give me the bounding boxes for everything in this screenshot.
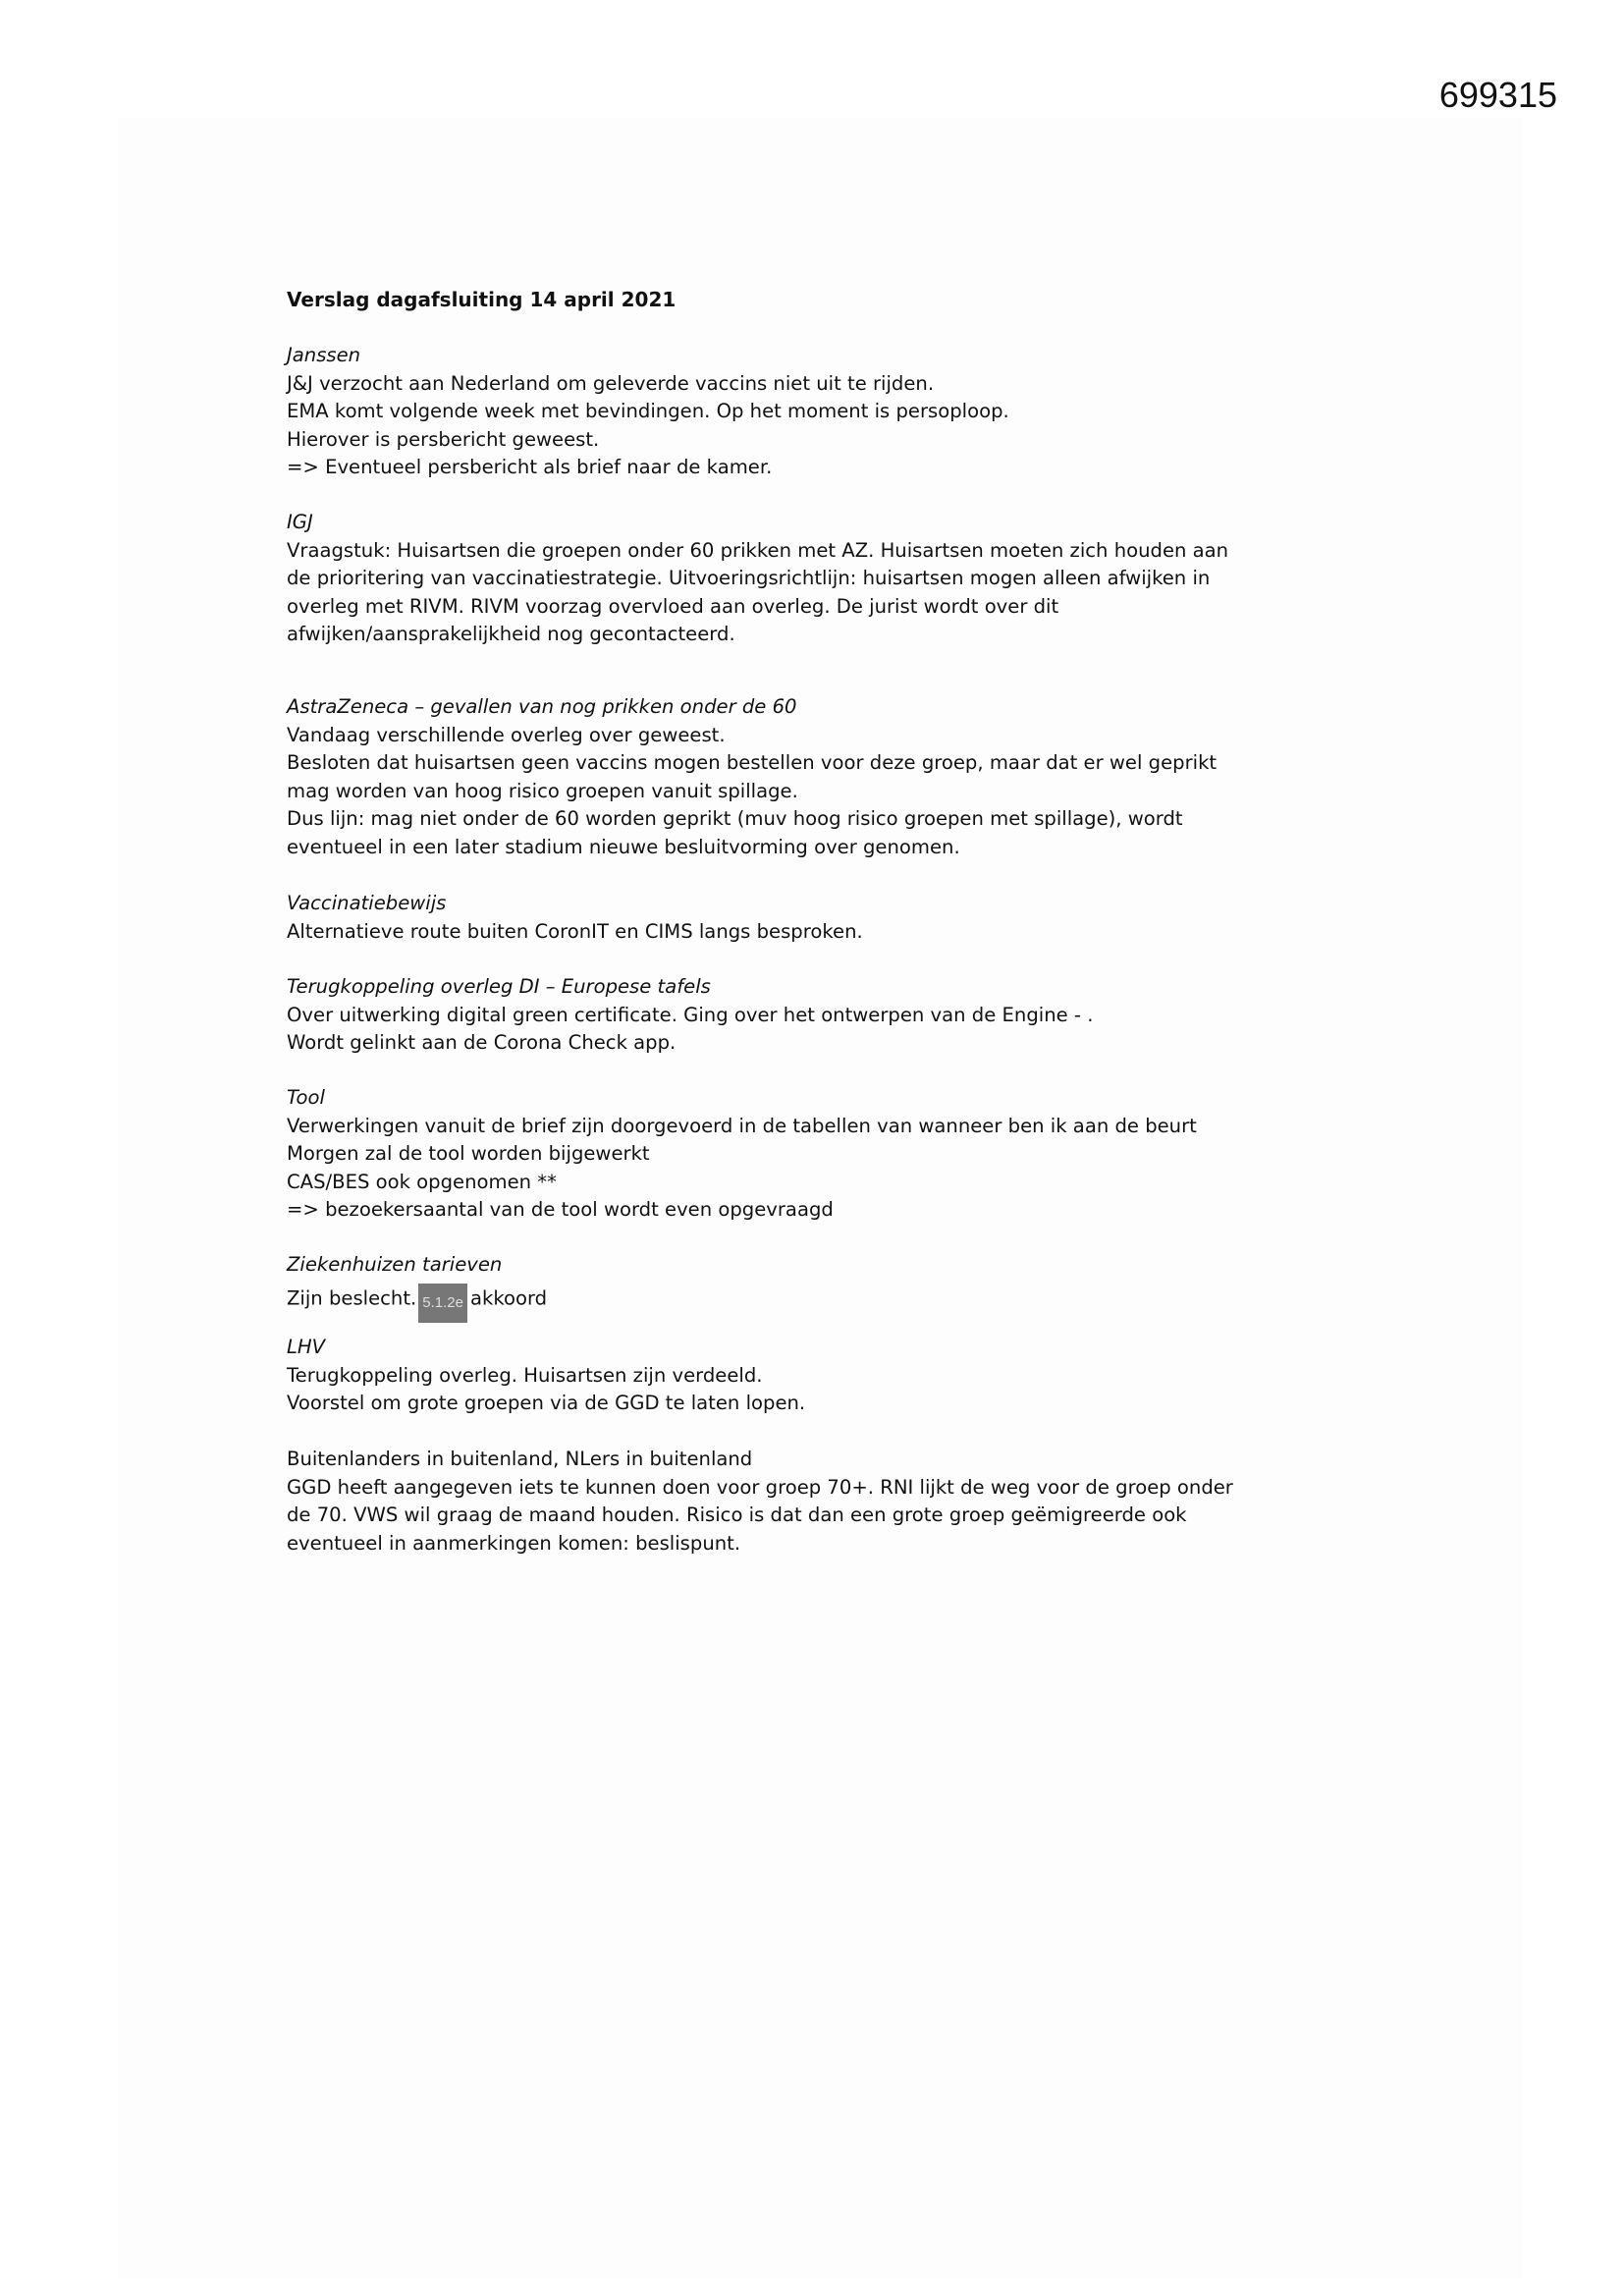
section-heading: AstraZeneca – gevallen van nog prikken onder de 60 [287, 695, 797, 718]
section-line: Morgen zal de tool worden bijgewerkt [287, 1142, 650, 1165]
section-line: Alternatieve route buiten CoronIT en CIMS langs besproken. [287, 919, 863, 943]
section-heading: IGJ [287, 511, 313, 533]
section-line: => Eventueel persbericht als brief naar de kamer. [287, 456, 773, 478]
document-title: Verslag dagafsluiting 14 april 2021 [287, 288, 677, 311]
section-heading: Buitenlanders in buitenland, NLers in buitenland [287, 1448, 753, 1470]
section-line: eventueel in aanmerkingen komen: beslispunt. [287, 1531, 741, 1555]
section-igj [287, 509, 1367, 649]
section-tool [287, 1084, 1367, 1225]
line-text: Zijn beslecht. [287, 1286, 417, 1309]
section-terugkoppeling-di [287, 973, 1367, 1058]
section-line: Vandaag verschillende overleg over geweest. [287, 723, 726, 746]
section-line: Over uitwerking digital green certificate. Ging over het ontwerpen van de Engine - . [287, 1003, 1094, 1026]
section-line: Hierover is persbericht geweest. [287, 427, 600, 451]
section-vaccinatiebewijs [287, 890, 1367, 946]
section-line: => bezoekersaantal van de tool wordt even opgevraagd [287, 1198, 834, 1221]
line-text: akkoord [469, 1286, 548, 1309]
document-number: 699315 [1438, 75, 1557, 115]
section-lhv [287, 1334, 1367, 1418]
section-line: mag worden van hoog risico groepen vanuit spillage. [287, 779, 798, 802]
section-line: J&J verzocht aan Nederland om geleverde vaccins niet uit te rijden. [287, 371, 935, 395]
section-line: afwijken/aansprakelijkheid nog gecontacteerd. [287, 623, 735, 645]
section-line: de 70. VWS wil graag de maand houden. Risico is dat dan een grote groep geëmigreerde ook [287, 1503, 1187, 1526]
section-line: de prioritering van vaccinatiestrategie. Uitvoeringsrichtlijn: huisartsen mogen alleen afwijken in [287, 567, 1211, 589]
section-line [287, 1280, 1367, 1319]
section-line: Vraagstuk: Huisartsen die groepen onder 60 prikken met AZ. Huisartsen moeten zich houden aan [287, 538, 1229, 562]
section-heading: Tool [287, 1086, 325, 1109]
section-line: eventueel in een later stadium nieuwe besluitvorming over genomen. [287, 835, 960, 858]
section-heading: Ziekenhuizen tarieven [287, 1253, 503, 1276]
section-line: Besloten dat huisartsen geen vaccins mogen bestellen voor deze groep, maar dat er wel geprikt [287, 751, 1218, 774]
section-heading: Janssen [287, 344, 361, 366]
section-line: Wordt gelinkt aan de Corona Check app. [287, 1031, 677, 1054]
redaction-box: 5.1.2e [418, 1284, 467, 1323]
section-buitenlanders [287, 1446, 1367, 1558]
section-janssen [287, 342, 1367, 482]
section-line: Terugkoppeling overleg. Huisartsen zijn verdeeld. [287, 1363, 763, 1387]
section-line: Verwerkingen vanuit de brief zijn doorgevoerd in de tabellen van wanneer ben ik aan de beurt [287, 1114, 1197, 1137]
section-line: overleg met RIVM. RIVM voorzag overvloed aan overleg. De jurist wordt over dit [287, 594, 1059, 618]
section-ziekenhuizen [287, 1251, 1367, 1319]
section-heading: LHV [287, 1336, 326, 1358]
section-line: CAS/BES ook opgenomen ** [287, 1170, 557, 1193]
section-astrazeneca [287, 693, 1367, 861]
section-line: Dus lijn: mag niet onder de 60 worden geprikt (muv hoog risico groepen met spillage), wordt [287, 807, 1183, 830]
section-line: EMA komt volgende week met bevindingen. Op het moment is persoploop. [287, 400, 1009, 422]
section-line: Voorstel om grote groepen via de GGD te laten lopen. [287, 1392, 806, 1414]
section-line: GGD heeft aangegeven iets te kunnen doen voor groep 70+. RNI lijkt de weg voor de groep onder [287, 1475, 1233, 1499]
section-heading: Terugkoppeling overleg DI – Europese tafels [287, 975, 711, 998]
section-heading: Vaccinatiebewijs [287, 892, 447, 914]
